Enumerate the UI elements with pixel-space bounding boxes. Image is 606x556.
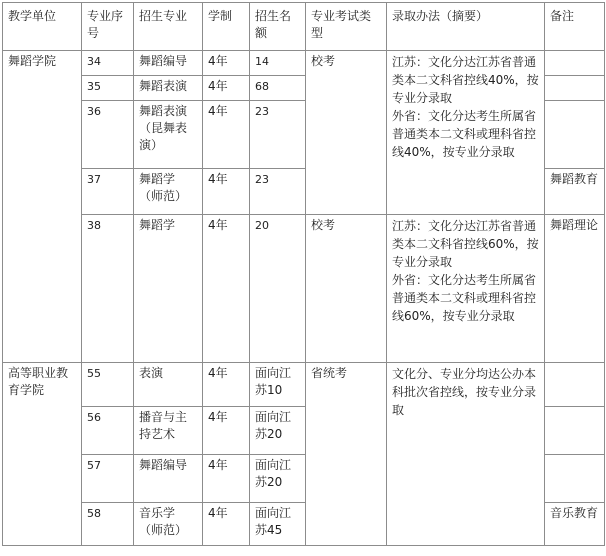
header-unit: 教学单位 xyxy=(3,3,82,51)
header-method: 录取办法（摘要） xyxy=(387,3,545,51)
code-cell: 56 xyxy=(82,407,134,455)
unit-cell: 舞蹈学院 xyxy=(3,51,82,363)
note-cell xyxy=(545,76,605,101)
quota-cell: 14 xyxy=(250,51,306,76)
quota-cell: 面向江苏20 xyxy=(250,407,306,455)
note-cell xyxy=(545,101,605,169)
duration-cell: 4年 xyxy=(203,215,250,363)
note-cell xyxy=(545,51,605,76)
method-cell xyxy=(387,215,545,363)
table-row xyxy=(3,51,605,76)
major-cell: 播音与主持艺术 xyxy=(134,407,203,455)
duration-cell: 4年 xyxy=(203,101,250,169)
duration-cell: 4年 xyxy=(203,407,250,455)
duration-cell: 4年 xyxy=(203,503,250,546)
exam-type-cell: 省统考 xyxy=(306,363,387,546)
quota-cell: 面向江苏10 xyxy=(250,363,306,407)
code-cell: 35 xyxy=(82,76,134,101)
major-cell: 表演 xyxy=(134,363,203,407)
major-cell: 舞蹈编导 xyxy=(134,455,203,503)
quota-cell: 面向江苏45 xyxy=(250,503,306,546)
quota-cell: 23 xyxy=(250,101,306,169)
table-row xyxy=(3,363,605,407)
method-text: 江苏：文化分达江苏省普通类本二文科省控线40%，按专业分录取 外省：文化分达考生所属省普通类本二文科或理科省控线40%，按专业分录取 xyxy=(392,55,539,159)
code-cell: 38 xyxy=(82,215,134,363)
code-cell: 34 xyxy=(82,51,134,76)
note-cell xyxy=(545,455,605,503)
code-cell: 37 xyxy=(82,169,134,215)
header-major: 招生专业 xyxy=(134,3,203,51)
quota-cell: 68 xyxy=(250,76,306,101)
note-cell: 舞蹈理论 xyxy=(545,215,605,363)
major-cell: 音乐学（师范） xyxy=(134,503,203,546)
quota-cell: 23 xyxy=(250,169,306,215)
header-row xyxy=(3,3,605,51)
duration-cell: 4年 xyxy=(203,169,250,215)
quota-cell: 20 xyxy=(250,215,306,363)
code-cell: 55 xyxy=(82,363,134,407)
code-cell: 58 xyxy=(82,503,134,546)
duration-cell: 4年 xyxy=(203,51,250,76)
unit-cell: 高等职业教育学院 xyxy=(3,363,82,546)
major-cell: 舞蹈学 xyxy=(134,215,203,363)
code-cell: 36 xyxy=(82,101,134,169)
major-cell: 舞蹈学（师范） xyxy=(134,169,203,215)
method-cell xyxy=(387,51,545,215)
admission-table xyxy=(2,2,605,546)
header-duration: 学制 xyxy=(203,3,250,51)
method-text: 文化分、专业分均达公办本科批次省控线，按专业分录取 xyxy=(392,367,537,417)
header-exam: 专业考试类型 xyxy=(306,3,387,51)
note-cell: 舞蹈教育 xyxy=(545,169,605,215)
method-cell xyxy=(387,363,545,546)
duration-cell: 4年 xyxy=(203,76,250,101)
note-cell xyxy=(545,363,605,407)
note-cell: 音乐教育 xyxy=(545,503,605,546)
note-cell xyxy=(545,407,605,455)
quota-cell: 面向江苏20 xyxy=(250,455,306,503)
header-quota: 招生名额 xyxy=(250,3,306,51)
major-cell: 舞蹈表演 xyxy=(134,76,203,101)
major-cell: 舞蹈编导 xyxy=(134,51,203,76)
exam-type-cell: 校考 xyxy=(306,215,387,363)
table-row xyxy=(3,215,605,363)
duration-cell: 4年 xyxy=(203,455,250,503)
exam-type-cell: 校考 xyxy=(306,51,387,215)
major-cell: 舞蹈表演（昆舞表演） xyxy=(134,101,203,169)
code-cell: 57 xyxy=(82,455,134,503)
method-text: 江苏：文化分达江苏省普通类本二文科省控线60%，按专业分录取 外省：文化分达考生所属省普通类本二文科或理科省控线60%，按专业分录取 xyxy=(392,219,539,323)
header-code: 专业序号 xyxy=(82,3,134,51)
duration-cell: 4年 xyxy=(203,363,250,407)
header-note: 备注 xyxy=(545,3,605,51)
